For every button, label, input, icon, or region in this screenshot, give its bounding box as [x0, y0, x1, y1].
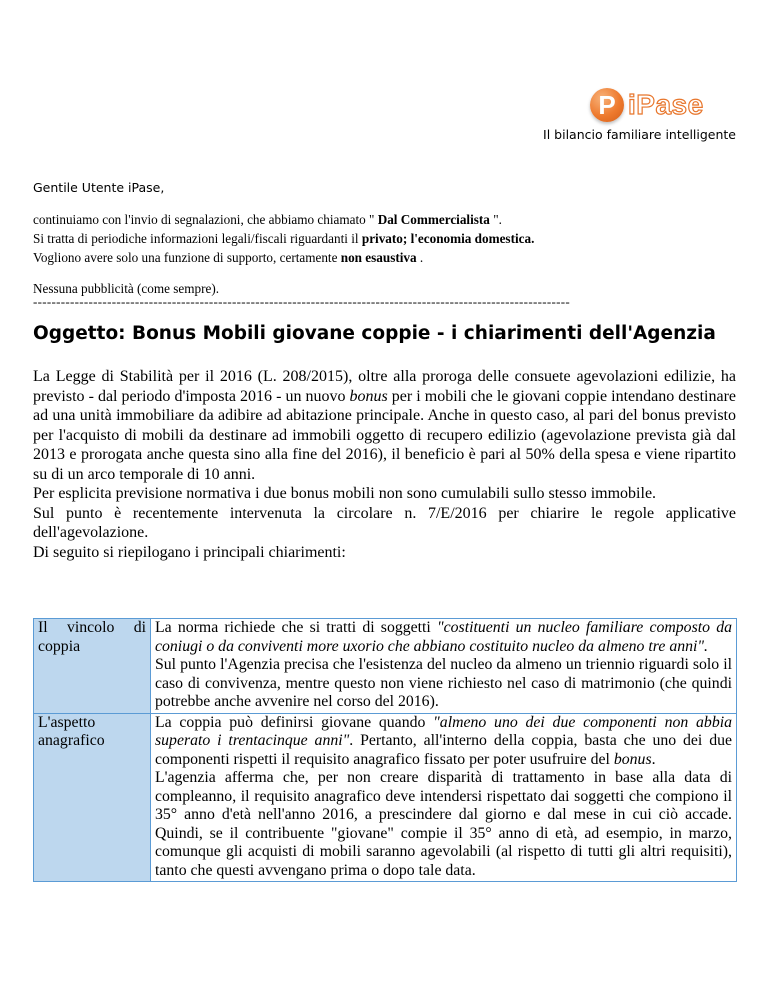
body-paragraph-4: Di seguito si riepilogano i principali chiarimenti:: [33, 543, 346, 561]
intro-line-2: Si tratta di periodiche informazioni legali/fiscali riguardanti il privato; l'economia domestica.: [33, 231, 535, 246]
article-body: [33, 367, 736, 562]
row-text-couple-bond: La norma richiede che si tratti di soggetti "costituenti un nucleo familiare composto da coniugi o da conviventi more uxorio che abbiano costituito nucleo da almeno tre anni". Sul punto l'Agenzia precisa che l'esistenza del nucleo da almeno un triennio riguardi solo il caso di convivenza, mentre questo non viene richiesto nel caso di matrimonio (che quindi potrebbe anche avvenire nel corso del 2016).: [151, 619, 737, 714]
body-paragraph-3: Sul punto è recentemente intervenuta la circolare n. 7/E/2016 per chiarire le regole applicative dell'agevolazione.: [33, 504, 736, 541]
intro-line-1: continuiamo con l'invio di segnalazioni, che abbiamo chiamato " Dal Commercialista ".: [33, 212, 502, 227]
row-text-age-requirement: La coppia può definirsi giovane quando "almeno uno dei due componenti non abbia superato i trentacinque anni". Pertanto, all'interno della coppia, basta che uno dei due componenti rispetti il requisito anagrafico fissato per poter usufruire del bonus. L'agenzia afferma che, per non creare disparità di trattamento in base alla data di compleanno, il requisito anagrafico deve intendersi rispettato dai soggetti che compiono il 35° anno d'età nell'anno 2016, a prescindere dal giorno e dal mese in cui ciò accade. Quindi, se il contribuente "giovane" compie il 35° anno di età, ad esempio, in marzo, comunque gli acquisti di mobili saranno agevolabili (al rispetto di tutti gli altri requisiti), tanto che questi avvengano prima o dopo tale data.: [151, 713, 737, 882]
intro-line-3: Vogliono avere solo una funzione di supporto, certamente non esaustiva .: [33, 250, 424, 265]
greeting: Gentile Utente iPase,: [33, 180, 165, 195]
logo-wordmark: iPase: [628, 89, 704, 120]
tagline: Il bilancio familiare intelligente: [543, 127, 736, 142]
subject-heading: Oggetto: Bonus Mobili giovane coppie - i chiarimenti dell'Agenzia: [33, 323, 716, 344]
logo-badge-icon: P: [590, 88, 624, 122]
table-row: [34, 713, 737, 882]
body-paragraph-2: Per esplicita previsione normativa i due bonus mobili non sono cumulabili sullo stesso immobile.: [33, 485, 657, 502]
row-label-age-requirement: L'aspetto anagrafico: [34, 713, 151, 882]
no-ads-note: Nessuna pubblicità (come sempre).: [33, 281, 220, 296]
clarifications-table: [33, 618, 737, 882]
ipase-logo: [590, 88, 740, 126]
row-label-couple-bond: Il vincolo di coppia: [34, 619, 151, 714]
intro-paragraph: [33, 210, 753, 267]
body-paragraph-1: La Legge di Stabilità per il 2016 (L. 208/2015), oltre alla proroga delle consuete agevolazioni edilizie, ha previsto - dal periodo d'imposta 2016 - un nuovo bonus per i mobili che le giovani coppie intendano destinare ad una unità immobiliare da adibire ad abitazione principale. Anche in questo caso, al pari del bonus previsto per l'acquisto di mobili da destinare ad immobili oggetto di recupero edilizio (agevolazione prevista già dal 2013 e prorogata anche questa sino alla fine del 2016), il beneficio è pari al 50% della spesa e viene ripartito su di un arco temporale di 10 anni.: [33, 368, 737, 483]
separator-line: --------------------------------------------------------------------------------------------------------------------: [33, 294, 570, 309]
table-row: [34, 619, 737, 714]
